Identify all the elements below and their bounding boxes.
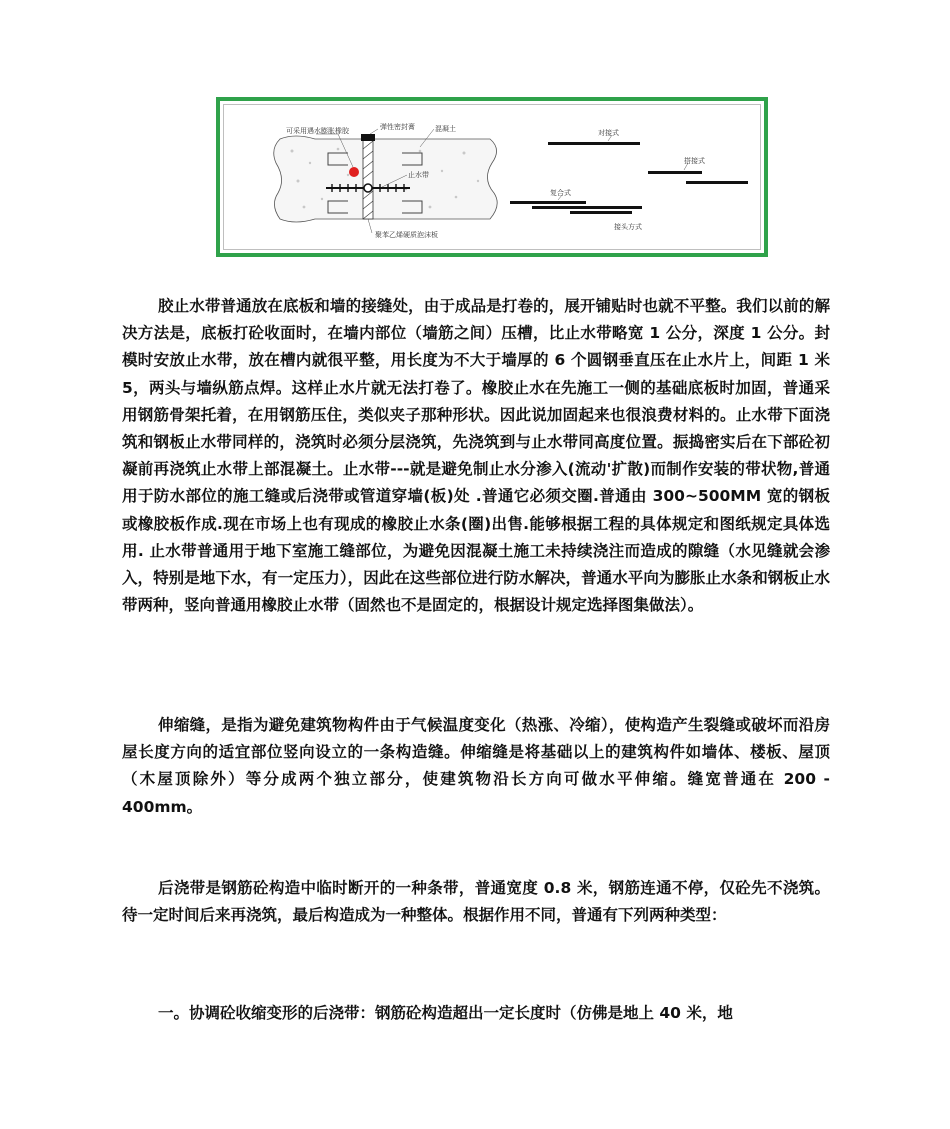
label-composite-joint: 复合式 (550, 189, 571, 197)
paragraph-expansion-joint: 伸缩缝，是指为避免建筑物构件由于气候温度变化（热涨、冷缩），使构造产生裂缝或破坏而沿房屋长度方向的适宜部位竖向设立的一条构造缝。伸缩缝是将基础以上的建筑构件如墙体、楼板、屋顶（木屋顶除外）等分成两个独立部分，使建筑物沿长方向可做水平伸缩。缝宽普通在 200 - 400mm。 (122, 716, 830, 816)
diagram-drawing (220, 101, 764, 253)
joint-method-bars (510, 142, 748, 214)
label-joint-method: 接头方式 (614, 223, 642, 231)
label-waterstop: 止水带 (408, 171, 429, 179)
label-polystyrene-board: 聚苯乙烯硬质泡沫板 (375, 231, 438, 239)
label-lap-joint: 搭接式 (684, 157, 705, 165)
label-elastic-sealant: 弹性密封膏 (380, 123, 415, 131)
sealant-block (361, 134, 375, 141)
label-swelling-rubber: 可采用遇水膨胀橡胶 (286, 127, 349, 135)
red-marker (349, 167, 359, 177)
paragraph-post-pour-strip: 后浇带是钢筋砼构造中临时断开的一种条带，普通宽度 0.8 米，钢筋连通不停，仅砼先不浇筑。待一定时间后来再浇筑，最后构造成为一种整体。根据作用不同，普通有下列两种类型： (122, 879, 830, 925)
label-concrete: 混凝土 (435, 125, 456, 133)
paragraph-waterstop: 胶止水带普通放在底板和墙的接缝处，由于成品是打卷的，展开铺贴时也就不平整。我们以前的解决方法是，底板打砼收面时，在墙内部位（墙筋之间）压槽，比止水带略宽 1 公分，深度 1 公分。封模时安放止水带，放在槽内就很平整，用长度为不大于墙厚的 6 个圆钢垂直压在止水片上，间距 1 米 5，两头与墙纵筋点焊。这样止水片就无法打卷了。橡胶止水在先施工一侧的基础底板时加固，普通采用钢筋骨架托着，在用钢筋压住，类似夹子那种形状。因此说加固起来也很浪费材料的。止水带下面浇筑和钢板止水带同样的，浇筑时必须分层浇筑，先浇筑到与止水带同高度位置。振捣密实后在下部砼初凝前再浇筑止水带上部混凝土。止水带---就是避免制止水分渗入(流动'扩散)而制作安装的带状物,普通用于防水部位的施工缝或后浇带或管道穿墙(板)处 .普通它必须交圈.普通由 300~500MM 宽的钢板或橡胶板作成.现在市场上也有现成的橡胶止水条(圈)出售.能够根据工程的具体规定和图纸规定具体选用. 止水带普通用于地下室施工缝部位，为避免因混凝土施工未持续浇注而造成的隙缝（水见缝就会渗入，特别是地下水，有一定压力），因此在这些部位进行防水解决，普通水平向为膨胀止水条和钢板止水带两种，竖向普通用橡胶止水带（固然也不是固定的，根据设计规定选择图集做法）。 (122, 297, 830, 615)
concrete-slab (274, 136, 497, 222)
joint-diagram (216, 97, 768, 257)
paragraph-shrinkage-strip: 一。协调砼收缩变形的后浇带：钢筋砼构造超出一定长度时（仿佛是地上 40 米，地 (158, 1004, 733, 1022)
waterstop-bulb (364, 184, 372, 192)
label-butt-joint: 对接式 (598, 129, 619, 137)
